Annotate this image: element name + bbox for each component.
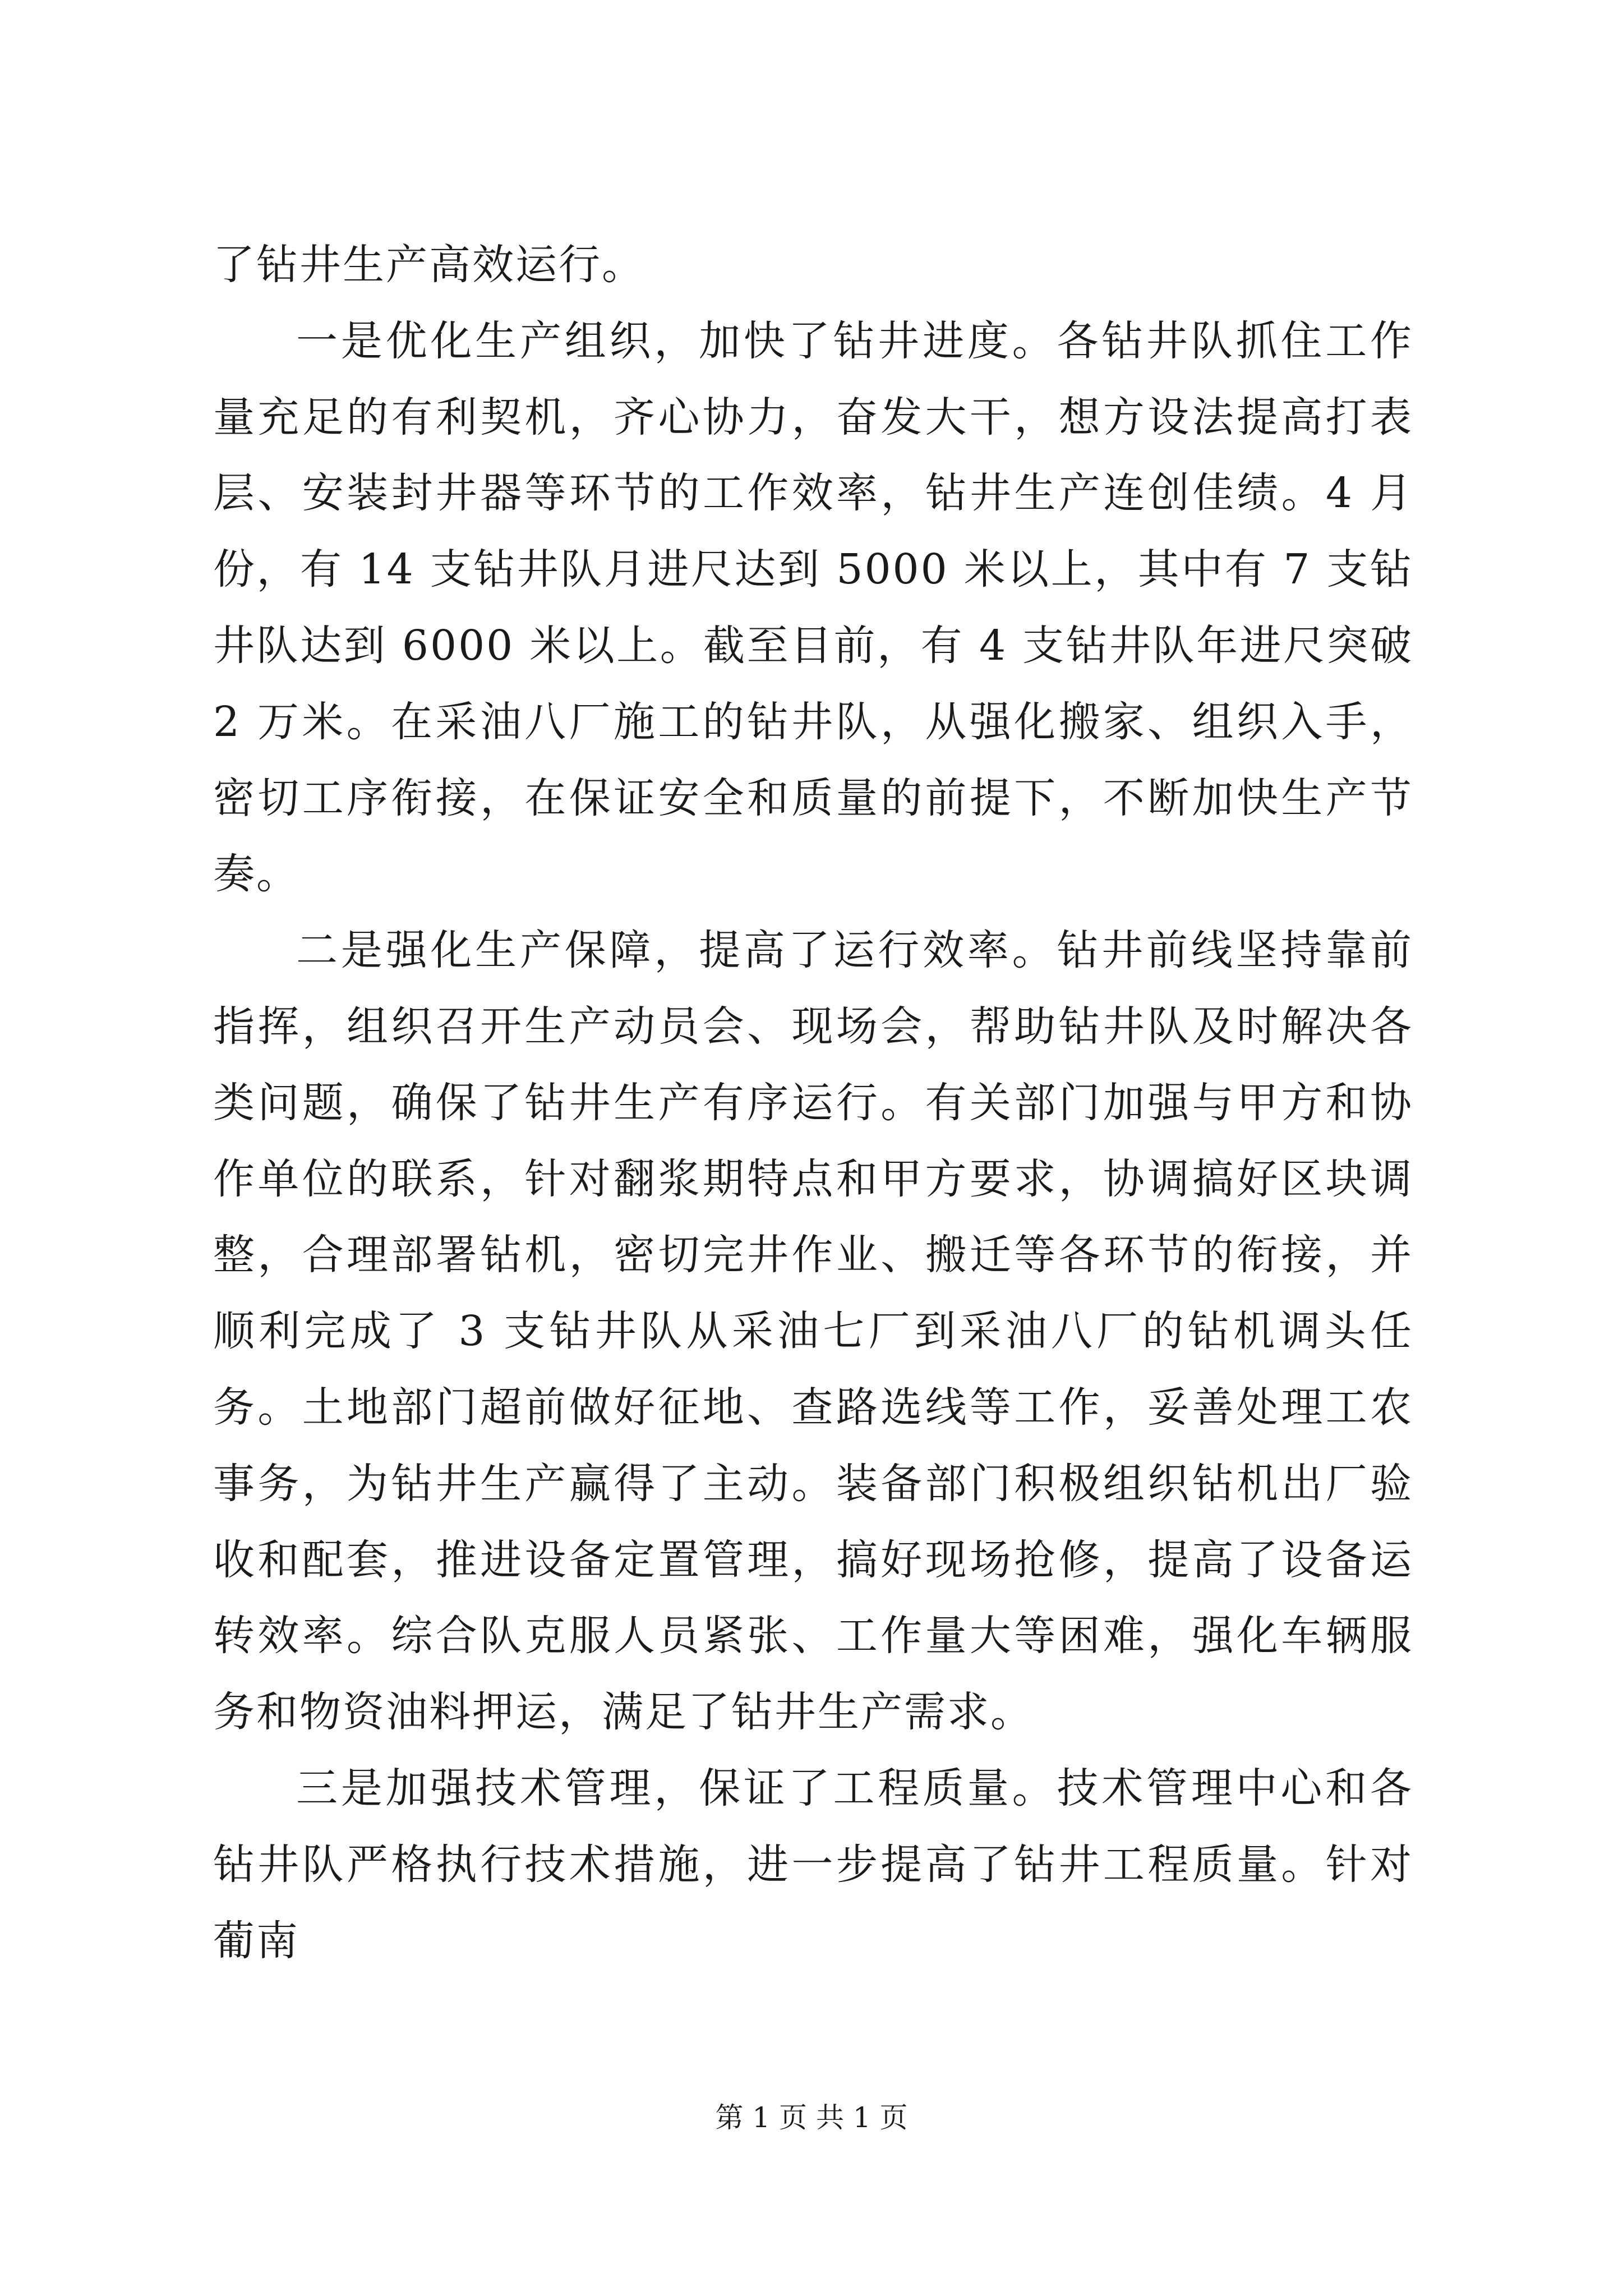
- page-footer: 第 1 页 共 1 页: [715, 2101, 908, 2134]
- paragraph-optimize-production: 一是优化生产组织，加快了钻井进度。各钻井队抓住工作量充足的有利契机，齐心协力，奋发大干，想方设法提高打表层、安装封井器等环节的工作效率，钻井生产连创佳绩。4 月份，有 14 支钻井队月进尺达到 5000 米以上，其中有 7 支钻井队达到 6000 米以上。截至目前，有 4 支钻井队年进尺突破 2 万米。在采油八厂施工的钻井队，从强化搬家、组织入手，密切工序衔接，在保证安全和质量的前提下，不断加快生产节奏。: [213, 316, 1413, 899]
- paragraph-technical-management: 三是加强技术管理，保证了工程质量。技术管理中心和各钻井队严格执行技术措施，进一步提高了钻井工程质量。针对葡南: [213, 1764, 1413, 1965]
- paragraph-strengthen-support: 二是强化生产保障，提高了运行效率。钻井前线坚持靠前指挥，组织召开生产动员会、现场会，帮助钻井队及时解决各类问题，确保了钻井生产有序运行。有关部门加强与甲方和协作单位的联系，针对翻浆期特点和甲方要求，协调搞好区块调整，合理部署钻机，密切完井作业、搬迁等各环节的衔接，并顺利完成了 3 支钻井队从采油七厂到采油八厂的钻机调头任务。土地部门超前做好征地、查路选线等工作，妥善处理工农事务，为钻井生产赢得了主动。装备部门积极组织钻机出厂验收和配套，推进设备定置管理，搞好现场抢修，提高了设备运转效率。综合队克服人员紧张、工作量大等困难，强化车辆服务和物资油料押运，满足了钻井生产需求。: [213, 926, 1413, 1737]
- document-body: [213, 227, 1413, 1979]
- paragraph-continuation: 了钻井生产高效运行。: [213, 241, 645, 289]
